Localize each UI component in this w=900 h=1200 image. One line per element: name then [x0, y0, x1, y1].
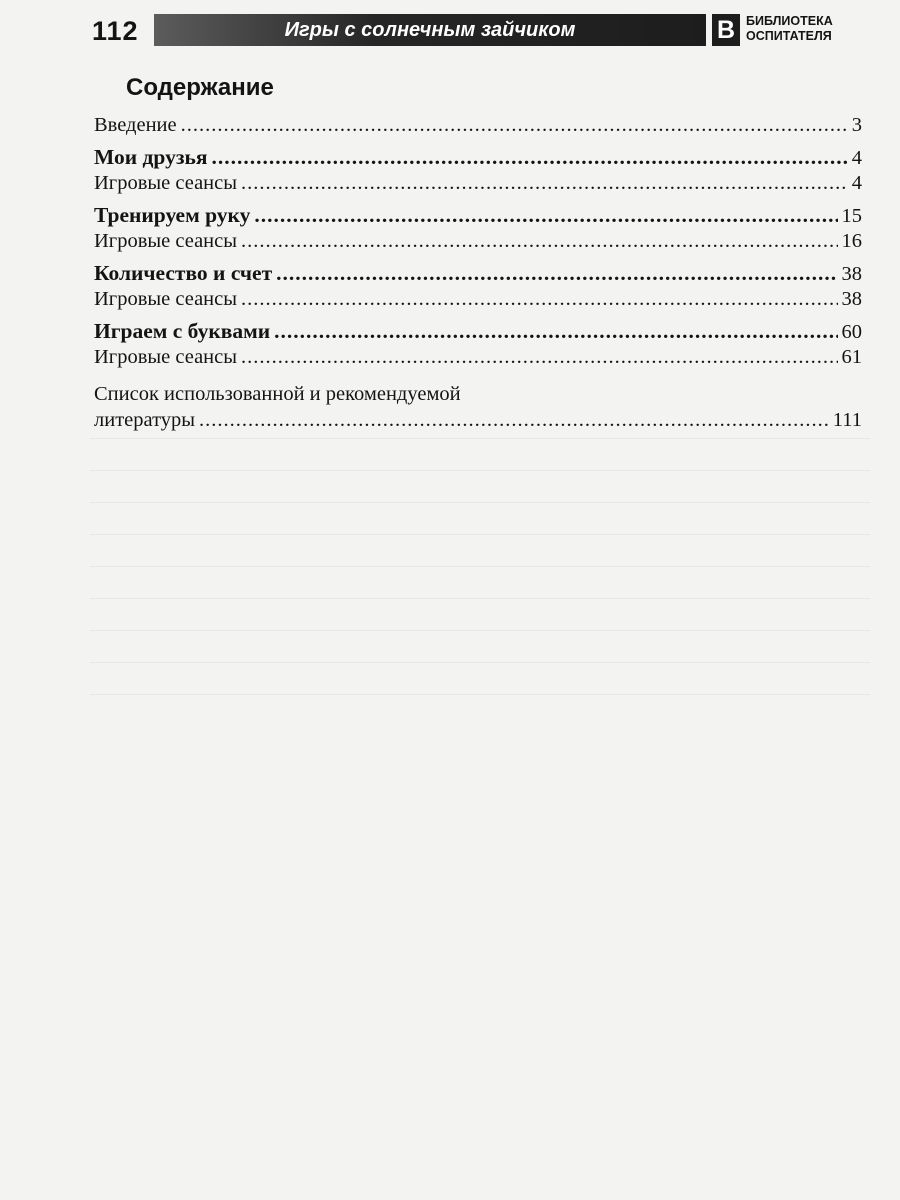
bleed-through-line — [90, 438, 870, 439]
toc-leader-dots — [199, 409, 829, 432]
toc-leader-dots — [241, 346, 837, 369]
series-logo-line1: БИБЛИОТЕКА — [746, 14, 833, 28]
page-number: 112 — [92, 16, 139, 46]
toc-section-title: Мои друзья — [94, 145, 208, 169]
toc-leader-dots — [211, 145, 847, 170]
toc-entry — [94, 230, 862, 257]
toc-entry-title-line1: Список использованной и рекомендуемой — [94, 383, 461, 405]
toc-section — [94, 261, 862, 288]
toc-entry-page: 38 — [841, 263, 862, 285]
toc-entry-title: литературы — [94, 409, 196, 431]
toc-entry — [94, 346, 862, 373]
toc-entry-page: 38 — [841, 288, 862, 310]
table-of-contents — [94, 114, 862, 436]
bleed-through-line — [90, 470, 870, 471]
toc-entry-title: Игровые сеансы — [94, 172, 238, 194]
bleed-through-line — [90, 630, 870, 631]
bleed-through-line — [90, 694, 870, 695]
page-header — [92, 14, 866, 46]
toc-section-title: Тренируем руку — [94, 203, 251, 227]
toc-section-title: Количество и счет — [94, 261, 273, 285]
toc-entry — [94, 288, 862, 315]
toc-leader-dots — [181, 114, 848, 137]
toc-leader-dots — [241, 172, 848, 195]
toc-leader-dots — [274, 319, 837, 344]
toc-leader-dots — [241, 230, 837, 253]
toc-section — [94, 145, 862, 172]
toc-entry — [94, 114, 862, 141]
toc-entry-page: 4 — [851, 172, 862, 194]
toc-section — [94, 319, 862, 346]
toc-entry-page: 3 — [851, 114, 862, 136]
toc-leader-dots — [241, 288, 837, 311]
toc-heading: Содержание — [126, 74, 274, 101]
bleed-through-line — [90, 598, 870, 599]
toc-entry-page: 4 — [851, 147, 862, 169]
toc-entry-title: Введение — [94, 114, 177, 136]
toc-entry-page: 60 — [841, 321, 862, 343]
toc-entry-page: 61 — [841, 346, 862, 368]
bleed-through-line — [90, 502, 870, 503]
toc-entry-title: Игровые сеансы — [94, 288, 238, 310]
toc-leader-dots — [276, 261, 837, 286]
series-logo-text — [746, 14, 866, 44]
series-logo-letter: В — [712, 14, 740, 46]
toc-section-title: Играем с буквами — [94, 319, 271, 343]
series-logo — [712, 14, 866, 48]
toc-entry-title: Игровые сеансы — [94, 230, 238, 252]
toc-entry-page: 111 — [832, 409, 862, 431]
toc-leader-dots — [254, 203, 837, 228]
bleed-through-line — [90, 534, 870, 535]
toc-entry-page: 16 — [841, 230, 862, 252]
toc-entry — [94, 172, 862, 199]
toc-entry — [94, 409, 862, 436]
series-logo-line2: ОСПИТАТЕЛЯ — [746, 29, 832, 43]
toc-entry-page: 15 — [841, 205, 862, 227]
running-title: Игры с солнечным зайчиком — [154, 14, 706, 46]
toc-entry-title: Игровые сеансы — [94, 346, 238, 368]
bleed-through-line — [90, 566, 870, 567]
toc-section — [94, 203, 862, 230]
bleed-through-line — [90, 662, 870, 663]
